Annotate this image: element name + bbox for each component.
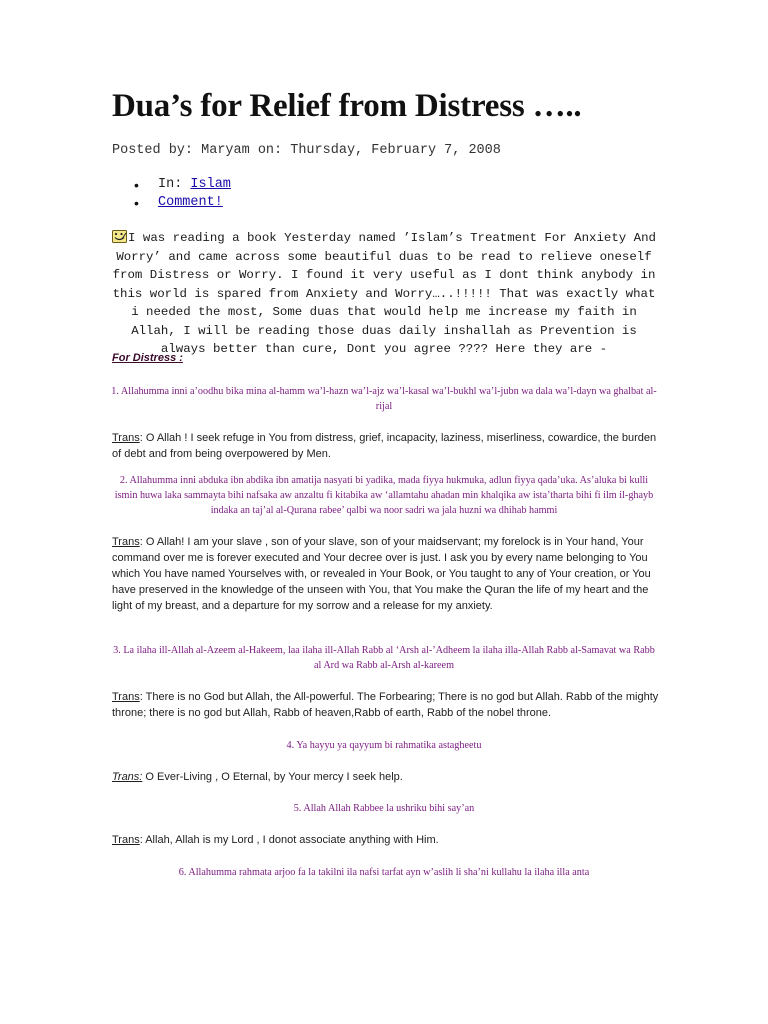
post-byline: Posted by: Maryam on: Thursday, February 7, 2008 — [112, 143, 501, 158]
trans-label: Trans — [112, 691, 140, 703]
dua-translation-2 — [112, 534, 660, 614]
trans-text: : O Allah ! I seek refuge in You from distress, grief, incapacity, laziness, miserliness, cowardice, the burden of debt and from being overpowered by Men. — [112, 432, 657, 460]
dua-arabic-1: 1. Allahumma inni a’oodhu bika mina al-hamm wa’l-hazn wa’l-ajz wa’l-kasal wa’l-bukhl wa’l-jubn wa dala wa’l-dayn wa ghalbat al-rijal — [111, 386, 657, 412]
intro-text: I was reading a book Yesterday named ’Islam’s Treatment For Anxiety And Worry’ and came across some beautiful duas to be read to relieve oneself from Distress or Worry. I found it very useful as I dont think anybody in this world is spared from Anxiety and Worry…..!!!!! That was exactly what i needed the most, Some duas that would help me increase my faith in Allah, I will be reading those duas daily inshallah as Prevention is always better than cure, Dont you agree ???? Here they are - — [112, 231, 656, 356]
dua-arabic-3: 3. La ilaha ill-Allah al-Azeem al-Hakeem, laa ilaha ill-Allah Rabb al ‘Arsh al-’Adheem la ilaha illa-Allah Rabb al-Samavat wa Rabb al Ard wa Rabb al-Arsh al-kareem — [113, 645, 655, 671]
post-title: Dua’s for Relief from Distress ….. — [112, 88, 582, 124]
trans-label: Trans: — [112, 771, 143, 783]
category-item — [116, 176, 231, 194]
dua-arabic-6: 6. Allahumma rahmata arjoo fa la takilni ila nafsi tarfat ayn w’aslih li sha’ni kullahu la ilaha illa anta — [178, 867, 590, 878]
dua-translation-1 — [112, 430, 660, 462]
dua-arabic-4: 4. Ya hayyu ya qayyum bi rahmatika astagheetu — [286, 740, 482, 751]
dua-translation-5 — [112, 832, 660, 848]
intro-paragraph — [108, 229, 660, 359]
category-label: In: — [158, 177, 191, 192]
trans-label: Trans — [112, 834, 140, 846]
dua-arabic-5: 5. Allah Allah Rabbee la ushriku bihi say’an — [293, 803, 475, 814]
section-heading: For Distress : — [112, 352, 183, 364]
post-meta-list — [116, 176, 231, 212]
trans-label: Trans — [112, 432, 140, 444]
trans-text: : O Allah! I am your slave , son of your slave, son of your maidservant; my forelock is in Your hand, Your command over me is forever executed and Your decree over is just. I ask you by every name belonging to You which You have named Yourselves with, or revealed in Your Book, or You taught to any of Your creation, or You have preserved in the knowledge of the unseen with You, that You make the Quran the life of my heart and the light of my breast, and a departure for my sorrow and a release for my anxiety. — [112, 536, 651, 612]
comment-link[interactable]: Comment! — [158, 195, 223, 210]
smiley-emoticon-icon — [112, 230, 127, 243]
trans-text: O Ever-Living , O Eternal, by Your mercy I seek help. — [142, 771, 403, 783]
trans-text: : Allah, Allah is my Lord , I donot associate anything with Him. — [139, 834, 439, 846]
trans-text: : There is no God but Allah, the All-powerful. The Forbearing; There is no god but Allah. Rabb of the mighty throne; there is no god but Allah, Rabb of heaven,Rabb of earth, Rabb of the nobel throne. — [112, 691, 659, 719]
comment-item — [116, 194, 231, 212]
trans-label: Trans — [112, 536, 140, 548]
category-link[interactable]: Islam — [190, 177, 231, 192]
dua-translation-3 — [112, 689, 660, 721]
dua-translation-4 — [112, 769, 660, 785]
dua-arabic-2: 2. Allahumma inni abduka ibn abdika ibn amatija nasyati bi yadika, mada fiyya hukmuka, adlun fiyya qada’uka. As’aluka bi kulli ismin huwa laka sammayta bihi nafsaka aw anzaltu fi kitabika aw ‘allamtahu ahadan min khalqika aw ista’tharta bihi fi ilm il-ghayb indaka an taj’al al-Qurana rabee’ qalbi wa noor sadri wa jala huzni wa dhihab hammi — [114, 475, 654, 516]
